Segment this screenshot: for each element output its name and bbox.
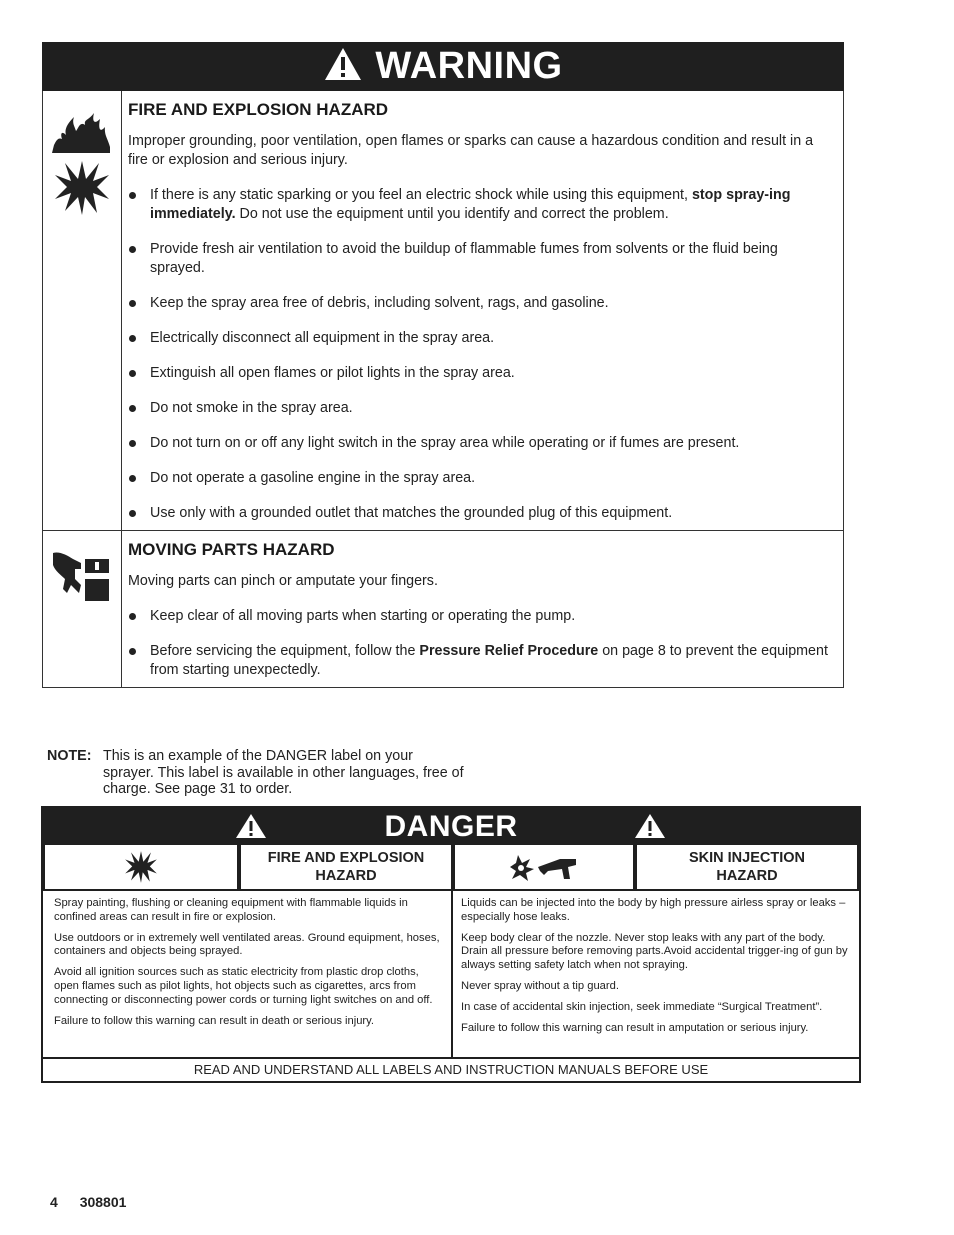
bullet-icon (129, 440, 136, 447)
bullet-icon (129, 300, 136, 307)
fire-explosion-section (42, 91, 844, 531)
bullet-bold-text: Pressure Relief Procedure (419, 643, 599, 659)
bullet-list (128, 186, 829, 523)
warning-banner (42, 42, 844, 91)
fire-explosion-heading: FIRE AND EXPLOSION HAZARD (267, 850, 425, 884)
note-text: This is an example of the DANGER label on your sprayer. This label is available in other languages, free of charge. See page 31 to order. (103, 748, 464, 797)
bullet-icon (129, 613, 136, 620)
danger-paragraph: Use outdoors or in extremely well ventilated areas. Ground equipment, hoses, containers and objects being sprayed. (54, 931, 440, 958)
list-item (128, 240, 829, 278)
page-footer (50, 1194, 126, 1210)
bullet-icon (129, 246, 136, 253)
danger-paragraph: Failure to follow this warning can result in death or serious injury. (54, 1014, 375, 1027)
bullet-bold-text: stop spray-ing immediately. (150, 187, 791, 222)
page-number: 4 (50, 1194, 58, 1210)
bullet-text: Do not turn on or off any light switch in the spray area while operating or if fumes are present. (150, 435, 740, 451)
bullet-icon (129, 405, 136, 412)
note (47, 748, 467, 798)
skin-injection-heading-cell (635, 843, 859, 891)
bullet-icon (129, 335, 136, 342)
bullet-text: Do not smoke in the spray area. (150, 400, 353, 416)
fire-explosion-icon-column (43, 91, 122, 530)
section-heading: MOVING PARTS HAZARD (128, 540, 335, 559)
warning-triangle-icon (323, 46, 363, 87)
note-label: NOTE: (47, 748, 92, 764)
fire-explosion-content (122, 91, 843, 530)
bullet-text: Keep the spray area free of debris, including solvent, rags, and gasoline. (150, 295, 609, 311)
list-item (128, 469, 829, 488)
section-intro: Improper grounding, poor ventilation, open flames or sparks can cause a hazardous condition and result in a fire or explosion and serious injury. (128, 133, 814, 168)
moving-parts-icon-column (43, 531, 122, 687)
danger-paragraph: Never spray without a tip guard. (461, 979, 619, 992)
spray-gun-injection-icon (508, 851, 580, 883)
list-item (128, 642, 829, 680)
danger-footer: READ AND UNDERSTAND ALL LABELS AND INSTRUCTION MANUALS BEFORE USE (43, 1057, 859, 1083)
bullet-text: Extinguish all open flames or pilot lights in the spray area. (150, 365, 515, 381)
skin-injection-column (453, 891, 859, 1057)
section-intro: Moving parts can pinch or amputate your fingers. (128, 573, 438, 589)
bullet-text: Do not use the equipment until you identify and correct the problem. (235, 206, 669, 222)
bullet-icon (129, 192, 136, 199)
warning-triangle-icon (634, 813, 666, 844)
list-item (128, 186, 829, 224)
moving-parts-section (42, 531, 844, 688)
explosion-icon (124, 850, 158, 884)
danger-paragraph: In case of accidental skin injection, seek immediate “Surgical Treatment”. (461, 1000, 823, 1013)
bullet-icon (129, 510, 136, 517)
warning-box (42, 42, 844, 688)
bullet-list (128, 607, 829, 680)
danger-paragraph: Liquids can be injected into the body by high pressure airless spray or leaks – especially hose leaks. (461, 897, 846, 923)
bullet-text: Provide fresh air ventilation to avoid the buildup of flammable fumes from solvents or the fluid being sprayed. (150, 241, 778, 276)
list-item (128, 329, 829, 348)
hand-pinch-icon (51, 549, 113, 605)
explosion-icon-cell (43, 843, 239, 891)
bullet-icon (129, 475, 136, 482)
bullet-text: Keep clear of all moving parts when starting or operating the pump. (150, 608, 576, 624)
fire-icon (50, 109, 112, 155)
fire-explosion-column (43, 891, 453, 1057)
bullet-text: Use only with a grounded outlet that matches the grounded plug of this equipment. (150, 505, 673, 521)
danger-paragraph: Spray painting, flushing or cleaning equipment with flammable liquids in confined areas can result in fire or explosion. (54, 897, 408, 923)
list-item (128, 607, 829, 626)
moving-parts-content (122, 531, 843, 687)
skin-injection-heading: SKIN INJECTION HAZARD (688, 850, 805, 884)
bullet-text: Do not operate a gasoline engine in the spray area. (150, 470, 476, 486)
bullet-icon (129, 648, 136, 655)
danger-header-row (43, 843, 859, 891)
explosion-icon (53, 159, 111, 217)
bullet-text: Electrically disconnect all equipment in the spray area. (150, 330, 495, 346)
list-item (128, 434, 829, 453)
bullet-icon (129, 370, 136, 377)
warning-title: WARNING (375, 45, 563, 87)
document-number: 308801 (79, 1194, 127, 1210)
bullet-text: on page 8 to prevent the equipment from starting unexpectedly. (150, 643, 828, 678)
section-heading: FIRE AND EXPLOSION HAZARD (128, 100, 389, 119)
danger-title: DANGER (384, 810, 518, 843)
list-item (128, 399, 829, 418)
danger-paragraph: Keep body clear of the nozzle. Never stop leaks with any part of the body. Drain all pressure before removing parts.Avoid accidental trigger-ing of gun by always setting safety latch when not spraying. (461, 931, 848, 972)
bullet-text: Before servicing the equipment, follow the (150, 643, 420, 659)
danger-paragraph: Failure to follow this warning can result in amputation or serious injury. (461, 1021, 809, 1034)
list-item (128, 294, 829, 313)
list-item (128, 504, 829, 523)
danger-label (41, 806, 861, 1083)
danger-banner (43, 808, 859, 843)
fire-explosion-heading-cell (239, 843, 453, 891)
bullet-text: If there is any static sparking or you feel an electric shock while using this equipment, (150, 187, 692, 203)
danger-paragraph: Avoid all ignition sources such as static electricity from plastic drop cloths, open flames such as pilot lights, hot objects such as cigarettes, arcs from connecting or disconnecting power cords or turning light switches on and off. (54, 966, 433, 1006)
spray-gun-icon-cell (453, 843, 635, 891)
danger-body (43, 891, 859, 1057)
list-item (128, 364, 829, 383)
